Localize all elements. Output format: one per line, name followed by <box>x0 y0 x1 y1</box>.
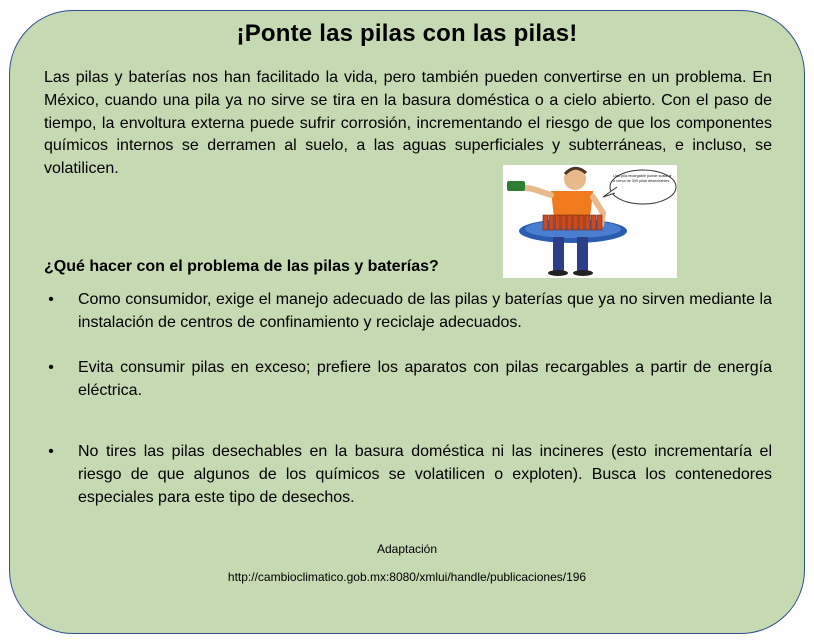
section-subheading: ¿Qué hacer con el problema de las pilas y baterías? <box>44 258 439 275</box>
speech-bubble-text: Una pila recargable puede sustituir a cerca de 300 pilas desechables <box>613 174 672 183</box>
bullet-marker: • <box>48 291 54 308</box>
man-with-batteries-drawing <box>503 165 677 278</box>
list-item <box>44 441 772 509</box>
list-item-text: Evita consumir pilas en exceso; prefiere los aparatos con pilas recargables a partir de energía eléctrica. <box>78 359 772 399</box>
list-item <box>44 289 772 335</box>
list-item-text: Como consumidor, exige el manejo adecuado de las pilas y baterías que ya no sirven mediante la instalación de centros de confinamiento y reciclaje adecuados. <box>78 291 772 331</box>
intro-paragraph: Las pilas y baterías nos han facilitado la vida, pero también pueden convertirse en un problema. En México, cuando una pila ya no sirve se tira en la basura doméstica o a cielo abierto. Con el paso de tiempo, la envoltura externa puede sufrir corrosión, incrementando el riesgo de que los componentes químicos internos se derramen al suelo, a las aguas superficiales y subterráneas, e incluso, se volatilicen. <box>44 69 772 178</box>
battery-illustration <box>503 165 677 278</box>
source-url: http://cambioclimatico.gob.mx:8080/xmlui/handle/publicaciones/196 <box>227 570 587 584</box>
page-title: ¡Ponte las pilas con las pilas! <box>236 20 578 47</box>
bullet-marker: • <box>48 359 54 376</box>
source-label: Adaptación <box>376 542 438 556</box>
list-item-text: No tires las pilas desechables en la basura doméstica ni las incineres (esto incrementaría el riesgo de que algunos de los químicos se volatilicen o exploten). Busca los contenedores especiales para este tipo de desechos. <box>78 443 772 506</box>
bullet-marker: • <box>48 443 54 460</box>
list-item <box>44 357 772 403</box>
